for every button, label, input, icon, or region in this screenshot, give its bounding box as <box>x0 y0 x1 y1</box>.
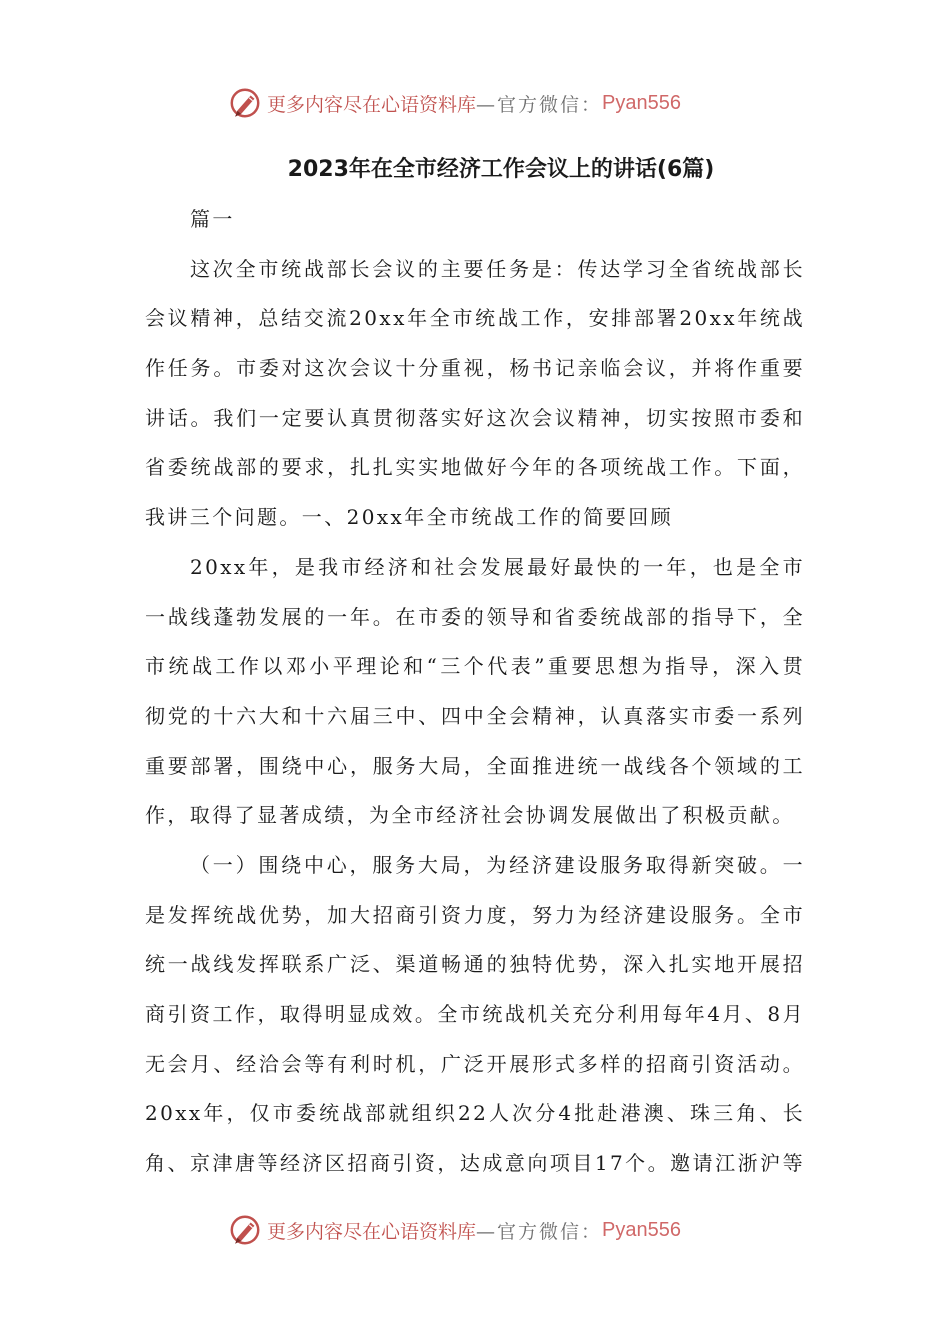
watermark-brand: 更多内容尽在心语资料库 <box>267 93 477 116</box>
body-line: 20xx年，仅市委统战部就组织22人次分4批赴港澳、珠三角、长 <box>145 1101 805 1126</box>
body-line: 角、京津唐等经济区招商引资，达成意向项目17个。邀请江浙沪等 <box>145 1151 805 1176</box>
body-line: 篇一 <box>190 207 235 231</box>
body-line: 是发挥统战优势，加大招商引资力度，努力为经济建设服务。全市 <box>145 902 805 927</box>
header-watermark <box>228 85 681 121</box>
body-line: 这次全市统战部长会议的主要任务是：传达学习全省统战部长 <box>190 256 805 281</box>
body-line: 作，取得了显著成绩，为全市经济社会协调发展做出了积极贡献。 <box>145 803 795 828</box>
body-line: （一）围绕中心，服务大局，为经济建设服务取得新突破。一 <box>190 852 805 877</box>
body-line: 重要部署，围绕中心，服务大局，全面推进统一战线各个领域的工 <box>145 753 805 778</box>
document-title: 2023年在全市经济工作会议上的讲话(6篇) <box>287 157 715 182</box>
watermark-brand: 更多内容尽在心语资料库 <box>267 1220 477 1243</box>
body-line: 一战线蓬勃发展的一年。在市委的领导和省委统战部的指导下，全 <box>145 604 805 629</box>
body-line: 省委统战部的要求，扎扎实实地做好今年的各项统战工作。下面， <box>145 455 805 480</box>
paragraph <box>145 841 805 1189</box>
paragraph <box>145 543 805 841</box>
body-line: 统一战线发挥联系广泛、渠道畅通的独特优势，深入扎实地开展招 <box>145 952 805 977</box>
body-line: 讲话。我们一定要认真贯彻落实好这次会议精神，切实按照市委和 <box>145 405 805 430</box>
body-line: 作任务。市委对这次会议十分重视，杨书记亲临会议，并将作重要 <box>145 356 805 381</box>
paragraph <box>145 245 805 543</box>
pen-logo-icon <box>228 1213 262 1247</box>
body-line: 彻党的十六大和十六届三中、四中全会精神，认真落实市委一系列 <box>145 703 805 728</box>
document-body <box>145 195 805 1189</box>
watermark-separator: —官方微信： <box>476 1220 603 1243</box>
body-line: 市统战工作以邓小平理论和“三个代表”重要思想为指导，深入贯 <box>145 654 805 679</box>
footer-watermark <box>228 1212 681 1248</box>
body-line: 无会月、经洽会等有利时机，广泛开展形式多样的招商引资活动。 <box>145 1051 805 1076</box>
pen-logo-icon <box>228 86 262 120</box>
body-line: 会议精神，总结交流20xx年全市统战工作，安排部署20xx年统战 <box>145 306 805 331</box>
watermark-separator: —官方微信： <box>476 93 603 116</box>
paragraph-section-heading <box>145 195 805 245</box>
body-line: 商引资工作，取得明显成效。全市统战机关充分利用每年4月、8月 <box>145 1002 805 1026</box>
body-line: 20xx年，是我市经济和社会发展最好最快的一年，也是全市 <box>190 554 805 579</box>
watermark-wechat-id: Pyan556 <box>602 1218 681 1241</box>
watermark-wechat-id: Pyan556 <box>602 91 681 114</box>
body-line: 我讲三个问题。一、20xx年全市统战工作的简要回顾 <box>145 505 674 530</box>
